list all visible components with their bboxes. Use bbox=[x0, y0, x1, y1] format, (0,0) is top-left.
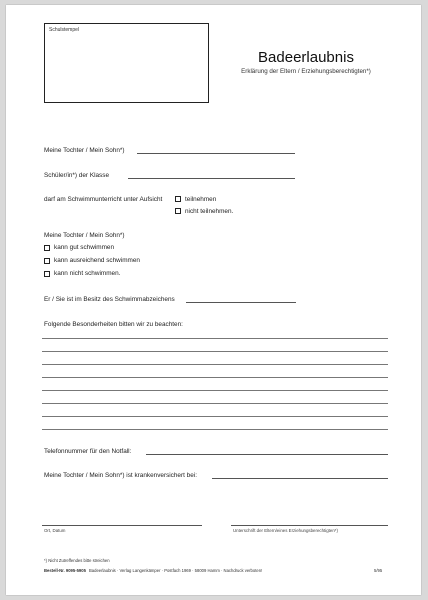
insurance-field[interactable] bbox=[212, 478, 388, 479]
notes-line[interactable] bbox=[42, 390, 388, 391]
checkbox-participate[interactable] bbox=[175, 196, 181, 202]
form-subtitle: Erklärung der Eltern / Erziehungsberechtigten*) bbox=[241, 68, 371, 75]
form-sheet bbox=[6, 5, 421, 595]
stamp-label: Schulstempel bbox=[49, 27, 80, 33]
notes-line[interactable] bbox=[42, 377, 388, 378]
checkbox-not-participate[interactable] bbox=[175, 208, 181, 214]
notes-line[interactable] bbox=[42, 351, 388, 352]
option-swim-good: kann gut schwimmen bbox=[54, 244, 115, 251]
class-label: Schüler/in*) der Klasse bbox=[44, 172, 110, 179]
notes-line[interactable] bbox=[42, 364, 388, 365]
option-swim-sufficient: kann ausreichend schwimmen bbox=[54, 257, 140, 264]
signature-line[interactable] bbox=[231, 525, 388, 526]
insurance-label: Meine Tochter / Mein Sohn*) ist krankenversichert bei: bbox=[44, 472, 197, 479]
child-name-field[interactable] bbox=[137, 153, 295, 154]
checkbox-swim-good[interactable] bbox=[44, 245, 50, 251]
swim-lesson-label: darf am Schwimmunterricht unter Aufsicht bbox=[44, 196, 163, 203]
checkbox-swim-not[interactable] bbox=[44, 271, 50, 277]
notes-line[interactable] bbox=[42, 403, 388, 404]
ability-heading: Meine Tochter / Mein Sohn*) bbox=[44, 232, 125, 239]
footer-order-number: Bestell-Nr. 9095-5905 bbox=[44, 568, 86, 573]
footnote: *) Nicht Zutreffendes bitte streichen bbox=[44, 558, 110, 563]
phone-label: Telefonnummer für den Notfall: bbox=[44, 448, 132, 455]
place-date-label: Ort, Datum bbox=[44, 528, 66, 533]
option-participate: teilnehmen bbox=[185, 196, 217, 203]
notes-line[interactable] bbox=[42, 338, 388, 339]
footer-code: 5/95 bbox=[374, 568, 383, 573]
option-not-participate: nicht teilnehmen. bbox=[185, 208, 234, 215]
form-title: Badeerlaubnis bbox=[258, 49, 354, 66]
notes-line[interactable] bbox=[42, 416, 388, 417]
badge-label: Er / Sie ist im Besitz des Schwimmabzeichens bbox=[44, 296, 175, 303]
place-date-line[interactable] bbox=[42, 525, 202, 526]
badge-field[interactable] bbox=[186, 302, 296, 303]
option-swim-not: kann nicht schwimmen. bbox=[54, 270, 121, 277]
checkbox-swim-sufficient[interactable] bbox=[44, 258, 50, 264]
class-field[interactable] bbox=[128, 178, 295, 179]
phone-field[interactable] bbox=[146, 454, 388, 455]
child-label: Meine Tochter / Mein Sohn*) bbox=[44, 147, 125, 154]
special-heading: Folgende Besonderheiten bitten wir zu beachten: bbox=[44, 321, 183, 328]
footer-publisher: Badeerlaubnis · Verlag Langenkämper · Postfach 1969 · 58009 Hamm · Nachdruck verboten! bbox=[89, 568, 263, 573]
school-stamp-box bbox=[44, 23, 209, 103]
notes-line[interactable] bbox=[42, 429, 388, 430]
signature-label: Unterschrift der Eltern/eines Erziehungsberechtigten*) bbox=[233, 528, 338, 533]
